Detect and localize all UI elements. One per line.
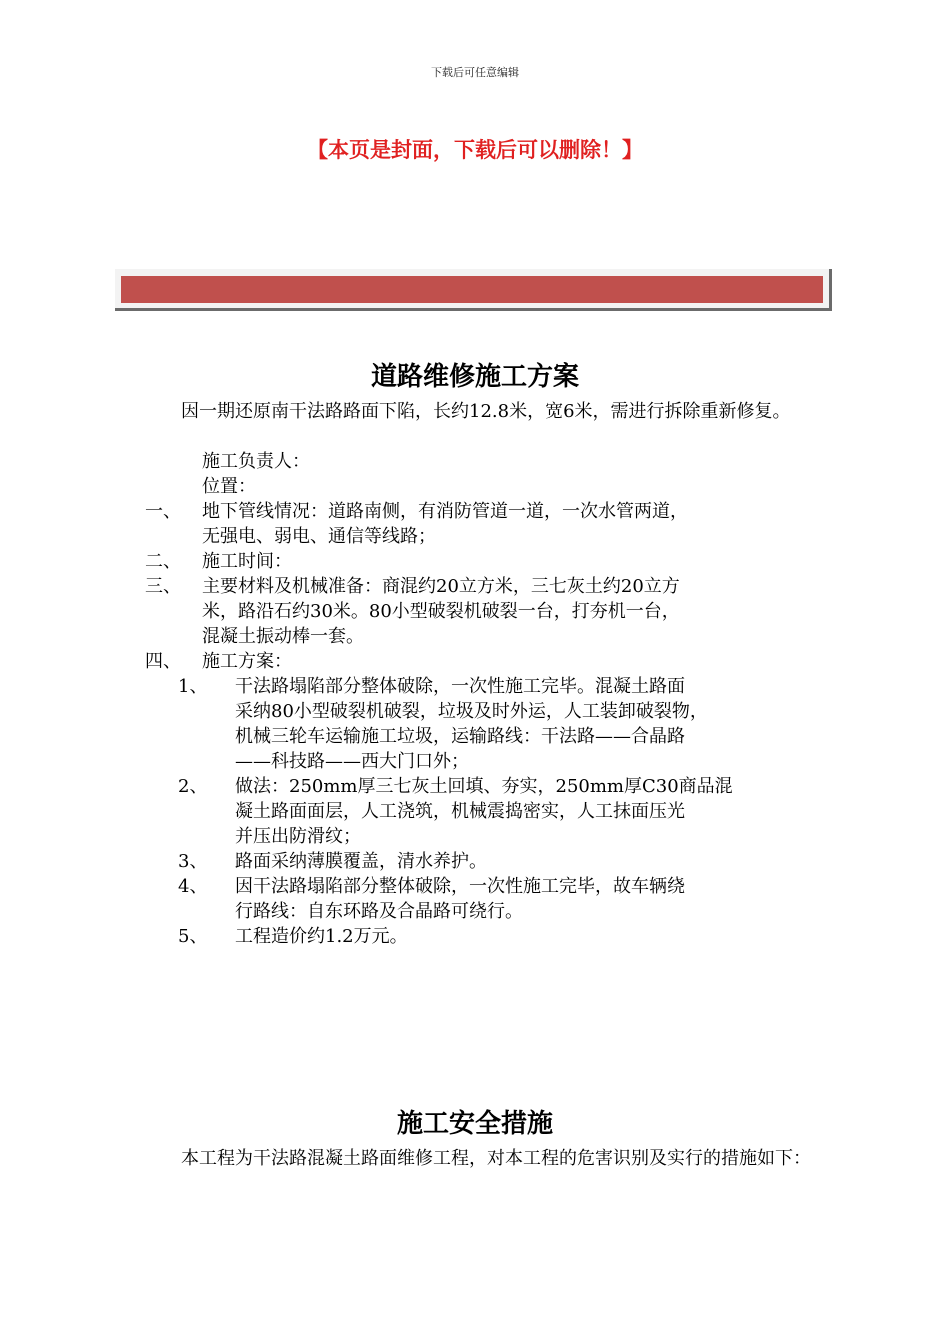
sub-item-number: 1、 [178,676,208,697]
cover-notice: 【本页是封面，下载后可以删除！】 [307,138,643,162]
sub-item-number: 3、 [178,851,208,872]
sub-item-text: 行路线：自东环路及合晶路可绕行。 [235,901,523,922]
sub-item-text: 采纳80小型破裂机破裂，垃圾及时外运，人工装卸破裂物， [235,701,708,722]
list-item-number: 一、 [145,501,181,522]
intro-paragraph: 因一期还原南干法路路面下陷，长约12.8米，宽6米，需进行拆除重新修复。 [181,401,791,422]
sub-item-number: 2、 [178,776,208,797]
section-title: 施工安全措施 [396,1109,553,1139]
sub-item-text: 路面采纳薄膜覆盖，清水养护。 [235,851,487,872]
banner-bar [121,276,823,303]
sub-item-text: 机械三轮车运输施工垃圾，运输路线：干法路——合晶路 [235,726,685,747]
list-item-text: 混凝土振动棒一套。 [202,626,364,647]
sub-item-number: 4、 [178,876,208,897]
leader-line: 施工负责人： [202,451,310,472]
sub-item-text: 因干法路塌陷部分整体破除，一次性施工完毕，故车辆绕 [235,876,685,897]
list-item-text: 施工时间： [202,551,292,572]
list-item-text: 米，路沿石约30米。80小型破裂机破裂一台，打夯机一台， [202,601,680,622]
list-item-text: 地下管线情况：道路南侧，有消防管道一道，一次水管两道， [202,501,688,522]
list-item-number: 四、 [145,651,181,672]
sub-item-text: 干法路塌陷部分整体破除，一次性施工完毕。混凝土路面 [235,676,685,697]
safety-intro-paragraph: 本工程为干法路混凝土路面维修工程，对本工程的危害识别及实行的措施如下： [181,1148,811,1169]
sub-item-text: ——科技路——西大门口外； [235,751,469,772]
sub-item-number: 5、 [178,926,208,947]
list-item-number: 二、 [145,551,181,572]
list-item-text: 无强电、弱电、通信等线路； [202,526,436,547]
location-line: 位置： [202,476,256,497]
page-title: 道路维修施工方案 [370,362,579,392]
sub-item-text: 做法：250mm厚三七灰土回填、夯实，250mm厚C30商品混 [235,776,733,797]
decorative-banner [115,269,832,311]
sub-item-text: 工程造价约1.2万元。 [235,926,408,947]
list-item-text: 施工方案： [202,651,292,672]
list-item-number: 三、 [145,576,181,597]
sub-item-text: 凝土路面面层，人工浇筑，机械震捣密实，人工抹面压光 [235,801,685,822]
sub-item-text: 并压出防滑纹； [235,826,361,847]
list-item-text: 主要材料及机械准备：商混约20立方米，三七灰土约20立方 [202,576,680,597]
header-note: 下载后可任意编辑 [431,66,519,79]
